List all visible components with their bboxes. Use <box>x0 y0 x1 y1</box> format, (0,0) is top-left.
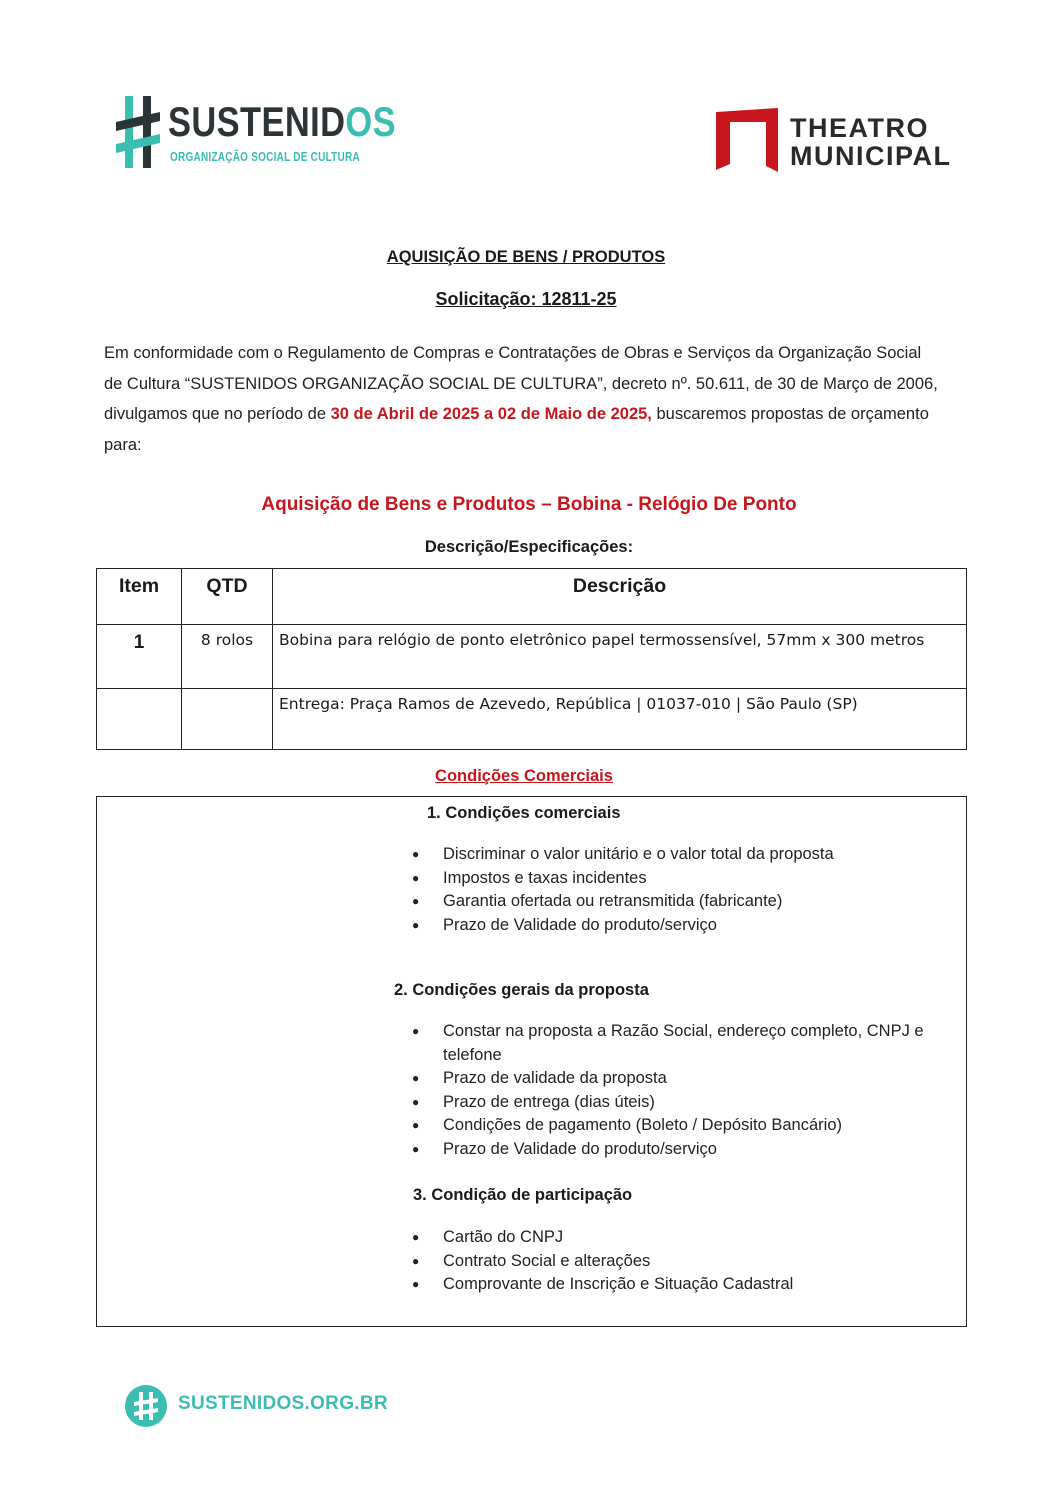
theatro-municipal-logo <box>716 108 956 174</box>
spec-heading: Descrição/Especificações: <box>424 538 634 556</box>
sustenidos-wordmark: SUSTENIDOS <box>168 98 396 145</box>
list-item: ● Condições de pagamento (Boleto / Depósito Bancário) <box>412 1116 842 1134</box>
header-qtd: QTD <box>182 569 273 625</box>
list-item: ● Impostos e taxas incidentes <box>412 868 647 887</box>
section-1-list <box>412 843 834 937</box>
cell-item <box>97 689 182 750</box>
list-item: ● Prazo de validade da proposta <box>412 1069 667 1087</box>
hash-logo-icon <box>116 94 160 170</box>
header-item: Item <box>97 569 182 625</box>
list-item: ● Comprovante de Inscrição e Situação Cadastral <box>412 1275 794 1293</box>
list-item: ● Constar na proposta a Razão Social, endereço completo, CNPJ e <box>412 1022 924 1040</box>
items-table <box>96 568 967 750</box>
theatro-line2: MUNICIPAL <box>790 141 952 171</box>
list-item: ● Prazo de entrega (dias úteis) <box>412 1092 655 1111</box>
list-item: ● Prazo de Validade do produto/serviço <box>412 915 717 934</box>
sustenidos-logo <box>116 94 396 172</box>
table-header-row <box>97 569 967 625</box>
footer-hash-icon <box>124 1384 168 1428</box>
intro-paragraph: Em conformidade com o Regulamento de Compras e Contratações de Obras e Serviços da Organização Social de Cultura “SUSTENIDOS ORGANIZAÇÃO SOCIAL DE CULTURA”, decreto nº. 50.611, de 30 de Março de 2006, divulgamos que no período de 30 de Abril de 2025 a 02 de Maio de 2025, buscaremos propostas de orçamento para: <box>104 344 938 454</box>
section-2-title: 2. Condições gerais da proposta <box>394 981 649 999</box>
list-item: ● Prazo de Validade do produto/serviço <box>412 1139 717 1158</box>
period-highlight: 30 de Abril de 2025 a 02 de Maio de 2025, <box>330 405 652 423</box>
list-item: ● Contrato Social e alterações <box>412 1251 651 1270</box>
list-item: ● Discriminar o valor unitário e o valor total da proposta <box>412 845 834 863</box>
cell-qtd <box>182 689 273 750</box>
commercial-conditions-heading: Condições Comerciais <box>435 767 613 785</box>
footer-url[interactable]: SUSTENIDOS.ORG.BR <box>178 1393 388 1414</box>
table-row <box>97 689 967 750</box>
cell-qtd: 8 rolos <box>182 625 273 689</box>
theatro-arch-icon <box>716 108 780 172</box>
section-2-list <box>412 1020 924 1161</box>
list-item: telefone <box>443 1045 502 1064</box>
list-item: ● Cartão do CNPJ <box>412 1228 564 1246</box>
theatro-line1: THEATRO <box>790 113 929 143</box>
table-row <box>97 625 967 689</box>
cell-desc: Entrega: Praça Ramos de Azevedo, República | 01037-010 | São Paulo (SP) <box>273 689 967 750</box>
header-descricao: Descrição <box>273 569 967 625</box>
document-title: AQUISIÇÃO DE BENS / PRODUTOS <box>386 248 666 266</box>
section-1-title: 1. Condições comerciais <box>427 804 621 822</box>
subject-heading: Aquisição de Bens e Produtos – Bobina - Relógio De Ponto <box>261 494 797 515</box>
cell-item: 1 <box>97 625 182 689</box>
section-3-list <box>412 1226 794 1297</box>
solicitation-number: Solicitação: 12811-25 <box>435 289 617 309</box>
list-item: ● Garantia ofertada ou retransmitida (fabricante) <box>412 892 783 910</box>
sustenidos-tagline: ORGANIZAÇÃO SOCIAL DE CULTURA <box>170 150 360 164</box>
cell-desc: Bobina para relógio de ponto eletrônico papel termossensível, 57mm x 300 metros <box>273 625 967 689</box>
section-3-title: 3. Condição de participação <box>413 1186 633 1204</box>
